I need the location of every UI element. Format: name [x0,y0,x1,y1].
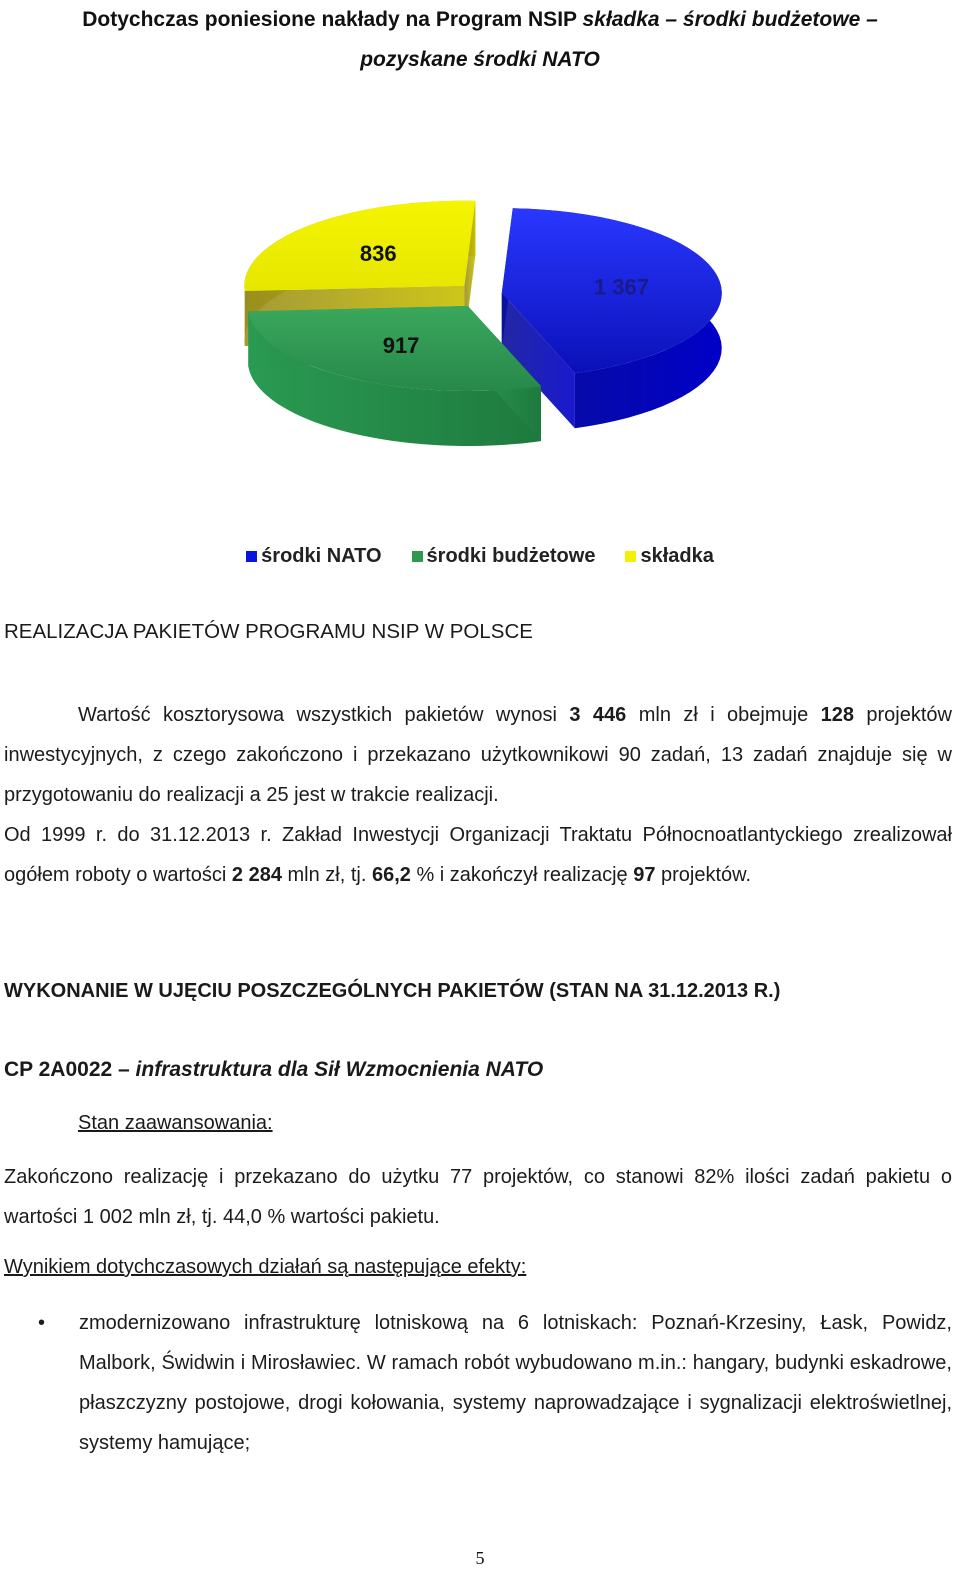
title-italic-2: pozyskane środki NATO [360,48,600,71]
text: Wartość kosztorysowa wszystkich pakietów wynosi [78,704,570,726]
legend-swatch-green [412,551,423,562]
status-label: Stan zaawansowania: [78,1112,273,1134]
text: mln zł, tj. [281,864,372,886]
value-bold: 97 [633,864,656,886]
package-code: CP 2A0022 – [4,1058,136,1081]
title-line-2 [0,40,960,80]
text: % i zakończył realizację [410,864,634,886]
legend-swatch-yellow [625,551,636,562]
section-heading-execution: WYKONANIE W UJĘCIU POSZCZEGÓLNYCH PAKIETÓW (STAN NA 31.12.2013 R.) [4,980,781,1002]
text: Od 1999 r. do 31.12.2013 r. Zakład Inwestycji Organizacji Traktatu Północnoatlantyckiego zrealizował ogółem roboty o wartości [4,824,952,886]
legend-label: środki budżetowe [426,545,596,567]
legend-item-contribution [625,545,713,568]
package-title: infrastruktura dla Sił Wzmocnienia NATO [135,1058,544,1081]
value-bold: 3 446 [569,704,627,726]
text: projektów inwestycyjnych, z czego zakończono i przekazano użytkownikowi 90 zadań, 13 zadań znajduje się w przygotowaniu do realizacji a 25 jest w trakcie realizacji. [4,704,952,806]
package-heading [4,1058,543,1082]
chart-legend [0,545,960,568]
legend-label: składka [640,545,714,567]
list-item: zmodernizowano infrastrukturę lotniskową na 6 lotniskach: Poznań-Krzesiny, Łask, Powidz, Malbork, Świdwin i Mirosławiec. W ramach robót wybudowano m.in.: hangary, budynki eskadrowe, płaszczyzny postojowe, drogi kołowania, systemy naprowadzające i sygnalizacji elektroświetlnej, systemy hamujące; [79,1312,952,1454]
page-number: 5 [475,1548,485,1568]
title-italic: składka – środki budżetowe – [582,8,878,31]
bullet-list [4,1303,952,1463]
title-plain: Dotychczas poniesione nakłady na Program NSIP [82,8,583,31]
data-label: 836 [359,240,397,266]
text: projektów. [655,864,752,886]
legend-swatch-blue [246,551,257,562]
bullet-icon: • [38,1312,46,1334]
chart-title [0,0,960,80]
pie-slice-budget [248,306,541,446]
paragraph-total-value [4,695,952,815]
paragraph-status: Zakończono realizację i przekazano do użytku 77 projektów, co stanowi 82% ilości zadań pakietu o wartości 1 002 mln zł, tj. 44,0 % wartości pakietu. [4,1166,952,1228]
legend-item-nato [246,545,381,568]
data-label: 1 367 [593,274,650,300]
paragraph-works-value [4,815,952,895]
value-bold: 66,2 [371,864,411,886]
value-bold: 2 284 [231,864,282,886]
value-bold: 128 [820,704,854,726]
title-line-1 [0,0,960,40]
data-label: 917 [382,332,420,358]
effects-label: Wynikiem dotychczasowych działań są następujące efekty: [4,1256,527,1278]
section-heading-realization: REALIZACJA PAKIETÓW PROGRAMU NSIP W POLSCE [4,620,533,643]
legend-item-budget [412,545,596,568]
pie-chart [150,200,810,460]
text: mln zł i obejmuje [626,704,821,726]
legend-label: środki NATO [261,545,382,567]
